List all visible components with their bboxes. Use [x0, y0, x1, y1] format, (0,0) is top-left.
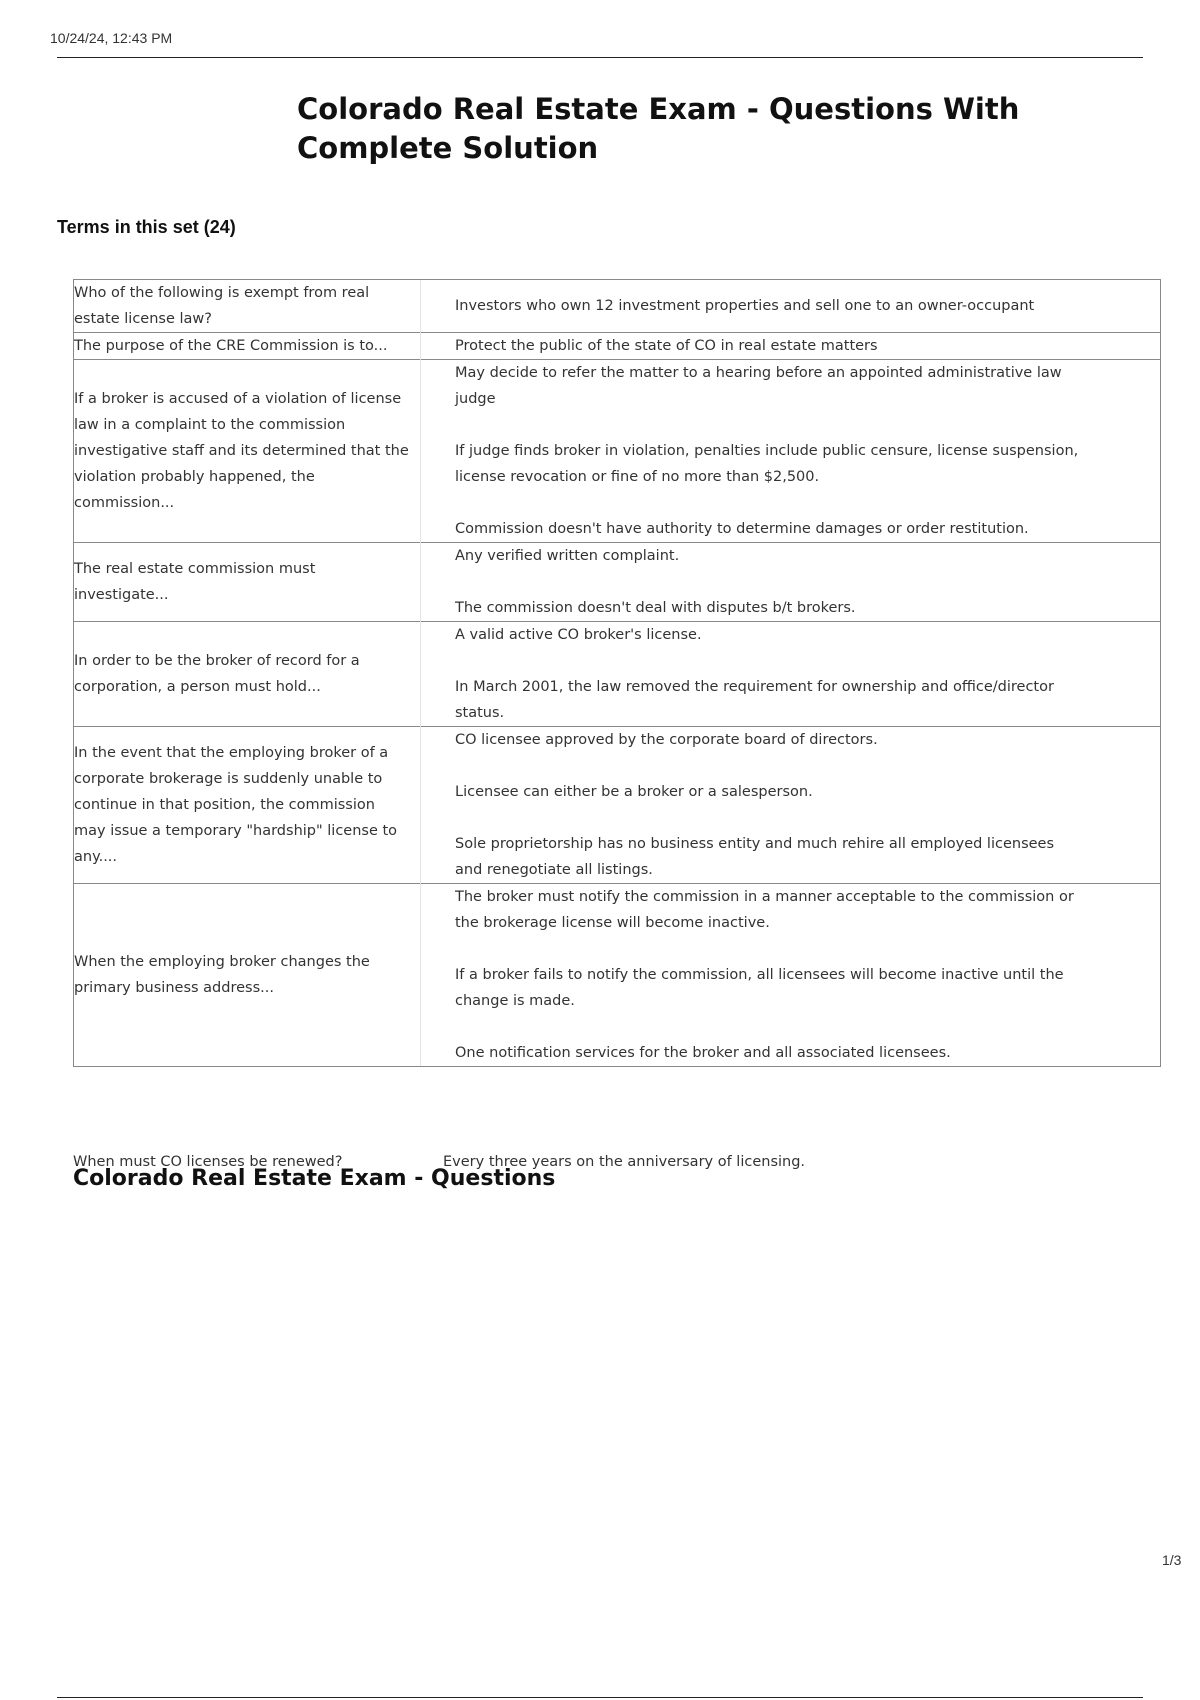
definition-cell: Every three years on the anniversary of licensing.	[443, 1154, 806, 1170]
table-row	[74, 543, 1161, 622]
definition-line: The broker must notify the commission in a manner acceptable to the commission or the brokerage license will become inactive.	[455, 889, 1074, 931]
term-cell: Who of the following is exempt from real estate license law?	[74, 280, 421, 333]
definition-line: Sole proprietorship has no business entity and much rehire all employed licensees and renegotiate all listings.	[455, 836, 1055, 878]
table-row	[74, 280, 1161, 333]
definition-cell	[421, 280, 1161, 333]
definition-cell	[421, 543, 1161, 622]
definition-line: In March 2001, the law removed the requirement for ownership and office/director status.	[455, 679, 1054, 721]
term-cell: When must CO licenses be renewed?	[73, 1154, 343, 1170]
term-cell: The purpose of the CRE Commission is to...	[74, 333, 421, 360]
table-row	[74, 884, 1161, 1067]
definition-line: If judge finds broker in violation, penalties include public censure, license suspension, license revocation or fine of no more than $2,500.	[455, 443, 1079, 485]
term-cell: If a broker is accused of a violation of license law in a complaint to the commission investigative staff and its determined that the violation probably happened, the commission...	[74, 360, 421, 543]
definition-line: One notification services for the broker and all associated licensees.	[455, 1045, 951, 1061]
table-row	[74, 360, 1161, 543]
definition-line: A valid active CO broker's license.	[455, 627, 702, 643]
definition-line: Licensee can either be a broker or a salesperson.	[455, 784, 813, 800]
terms-heading: Terms in this set (24)	[57, 217, 236, 237]
term-cell: In the event that the employing broker of a corporate brokerage is suddenly unable to continue in that position, the commission may issue a temporary "hardship" license to any....	[74, 727, 421, 884]
definition-cell	[421, 360, 1161, 543]
table-row	[74, 333, 1161, 360]
term-cell: The real estate commission must investigate...	[74, 543, 421, 622]
definition-line: Any verified written complaint.	[455, 548, 680, 564]
print-timestamp: 10/24/24, 12:43 PM	[50, 30, 173, 46]
term-cell: When the employing broker changes the primary business address...	[74, 884, 421, 1067]
term-cell: In order to be the broker of record for a corporation, a person must hold...	[74, 622, 421, 727]
definition-cell	[421, 622, 1161, 727]
definition-cell	[421, 884, 1161, 1067]
definition-line: Protect the public of the state of CO in real estate matters	[455, 338, 878, 354]
footer-divider	[57, 1697, 1143, 1698]
table-row	[74, 727, 1161, 884]
definition-line: CO licensee approved by the corporate board of directors.	[455, 732, 878, 748]
header-divider	[57, 57, 1143, 58]
definition-line: Commission doesn't have authority to determine damages or order restitution.	[455, 521, 1029, 537]
document-title: Colorado Real Estate Exam - Questions With Complete Solution	[297, 92, 1020, 165]
definition-line: Investors who own 12 investment properties and sell one to an owner-occupant	[455, 298, 1035, 314]
table-row	[74, 622, 1161, 727]
definition-line: The commission doesn't deal with disputes b/t brokers.	[455, 600, 856, 616]
definition-cell	[421, 727, 1161, 884]
footer-title: Colorado Real Estate Exam - Questions	[73, 1166, 556, 1191]
definition-cell	[421, 333, 1161, 360]
terms-table	[73, 279, 1161, 1067]
page-number: 1/3	[1162, 1552, 1182, 1568]
definition-line: If a broker fails to notify the commission, all licensees will become inactive until the change is made.	[455, 967, 1064, 1009]
definition-line: May decide to refer the matter to a hearing before an appointed administrative law judge	[455, 365, 1062, 407]
